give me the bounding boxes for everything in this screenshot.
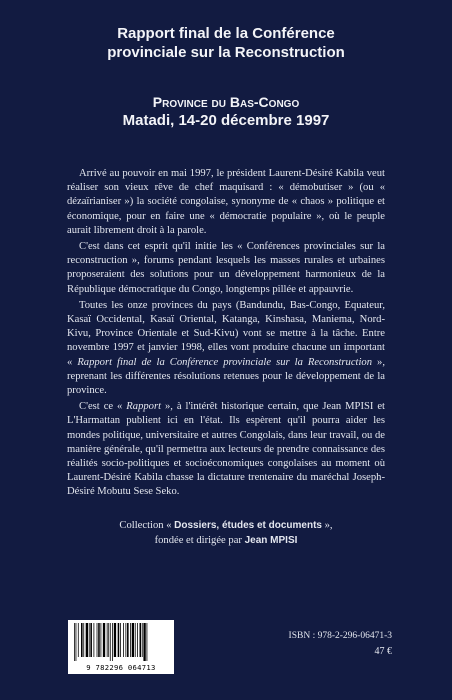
paragraph-3-italic: Rapport final de la Conférence provinciale sur la Reconstruction bbox=[77, 356, 373, 368]
paragraph-4-text-a: C'est ce « bbox=[79, 401, 127, 413]
province-name: Province du Bas-Congo bbox=[152, 94, 300, 110]
title-line-2: provinciale sur la Reconstruction bbox=[107, 44, 345, 61]
paragraph-1: Arrivé au pouvoir en mai 1997, le président Laurent-Désiré Kabila veut réaliser son vieux rêve de chef maquisard : « démobutiser » (ou « dézaïrianiser ») la société congolaise, synonyme de « chaos » politique et économique, pour en faire une « démocratie populaire », où le peuple aurait librement droit à la parole. bbox=[67, 168, 385, 236]
collection-founder-prefix: fondée et dirigée par bbox=[154, 534, 245, 546]
paragraph-2: C'est dans cet esprit qu'il initie les « Conférences provinciales sur la reconstruction », forums pendant lesquels les masses rurales et urbaines proposeraient des solutions pour un développement harmonieux de la République démocratique du Congo, longtemps pillée et appauvrie. bbox=[67, 241, 385, 295]
title-block bbox=[0, 24, 452, 62]
barcode-digits: 9 782296 064713 bbox=[86, 663, 156, 672]
collection-line-1 bbox=[0, 519, 452, 534]
collection-director: Jean MPISI bbox=[244, 534, 298, 546]
blurb-text bbox=[67, 167, 385, 502]
paragraph-3 bbox=[67, 299, 385, 398]
conference-date: Matadi, 14-20 décembre 1997 bbox=[122, 112, 330, 129]
collection-suffix: », bbox=[321, 520, 333, 531]
collection-prefix: Collection « bbox=[119, 520, 175, 531]
price: 47 € bbox=[374, 646, 392, 657]
isbn: ISBN : 978-2-296-06471-3 bbox=[288, 631, 392, 641]
collection-info bbox=[0, 519, 452, 548]
barcode bbox=[68, 620, 174, 674]
barcode-bars-icon bbox=[74, 623, 168, 661]
paragraph-3-text-b: », reprenant les différentes résolutions retenues pour le développement de la province. bbox=[67, 356, 385, 397]
paragraph-3-text-a: Toutes les onze provinces du pays (Bandundu, Bas-Congo, Equateur, Kasaï Occidental, Kasaï Oriental, Katanga, Kinshasa, Maniema, Nord-Kivu, Province Orientale et Sud-Kivu) vont se mettre à la tâche. Entre novembre 1997 et janvier 1998, elles vont produire chacune un important « bbox=[67, 299, 385, 368]
subtitle-block bbox=[0, 93, 452, 130]
paragraph-4-text-b: », à l'intérêt historique certain, que Jean MPISI et L'Harmattan publient ici en l'état. Ils espèrent qu'il pourra aider les mondes politique, universitaire et autres Congolais, dans leur travail, ou de manière générale, qu'il permettra aux lecteurs de prendre connaissance des réalités socio-politiques et socioéconomiques congolaises au moment où Laurent-Désiré Kabila chasse la dictature trentenaire du maréchal Joseph-Désiré Mobutu Sese Seko. bbox=[67, 401, 385, 498]
collection-name: Dossiers, études et documents bbox=[174, 520, 322, 531]
paragraph-4 bbox=[67, 400, 385, 499]
paragraph-4-italic: Rapport bbox=[126, 401, 162, 413]
title-line-1: Rapport final de la Conférence bbox=[117, 25, 335, 42]
collection-line-2 bbox=[0, 534, 452, 549]
